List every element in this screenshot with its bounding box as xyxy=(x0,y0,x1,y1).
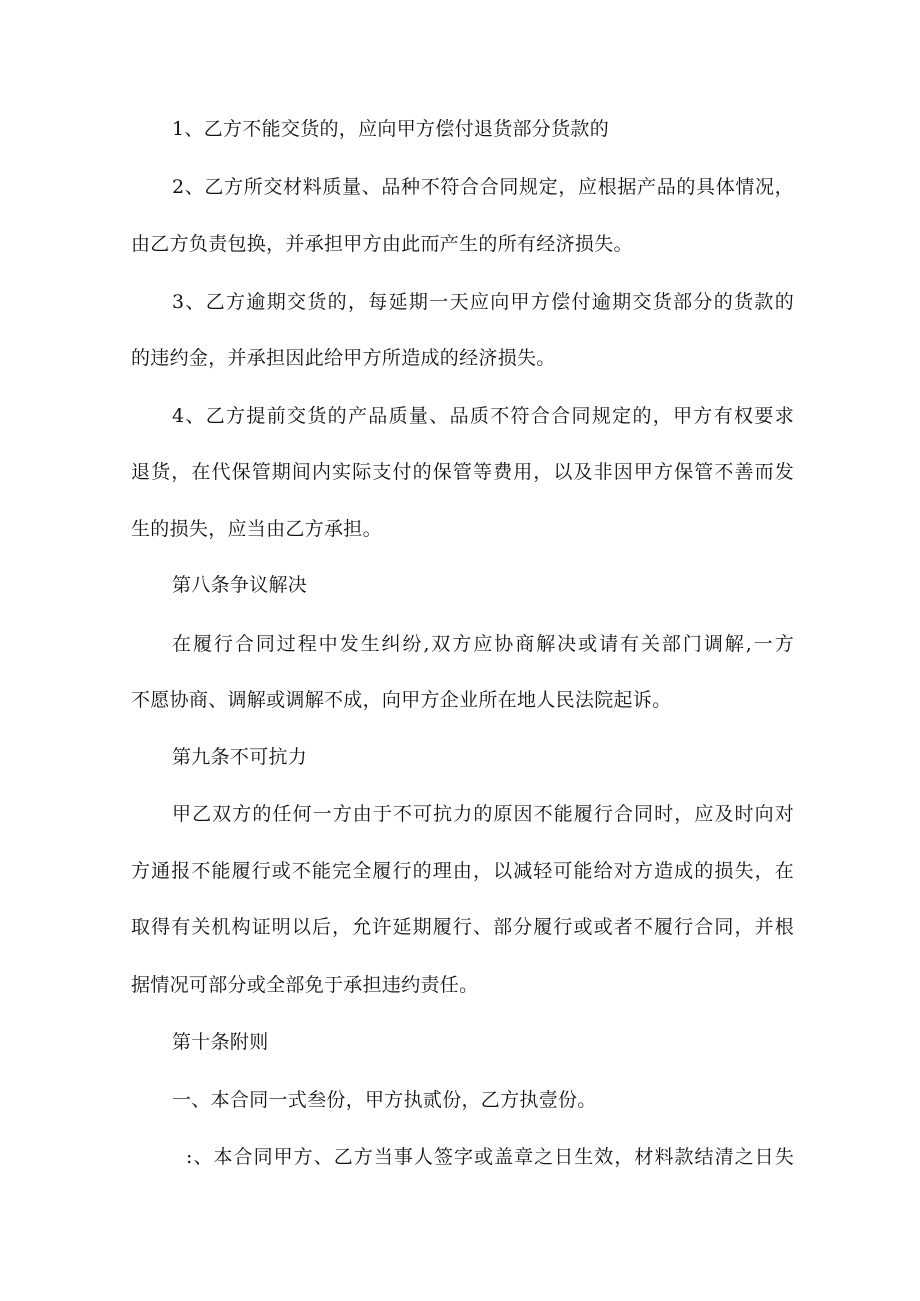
article-9-title: 第九条不可抗力 xyxy=(172,746,308,768)
clause-4-line-2: 退货，在代保管期间内实际支付的保管等费用，以及非因甲方保管不善而发 xyxy=(131,461,794,483)
clause-2-line-1: 2、乙方所交材料质量、品种不符合合同规定，应根据产品的具体情况， xyxy=(172,176,794,198)
clause-1-line-1: 1、乙方不能交货的，应向甲方偿付退货部分货款的 xyxy=(172,118,609,140)
clause-2-line-2: 由乙方负责包换，并承担甲方由此而产生的所有经济损失。 xyxy=(131,233,633,255)
article-9-line-1: 甲乙双方的任何一方由于不可抗力的原因不能履行合同时，应及时向对 xyxy=(172,803,794,825)
article-8-line-2: 不愿协商、调解或调解不成，向甲方企业所在地人民法院起诉。 xyxy=(131,689,672,711)
article-8-line-1: 在履行合同过程中发生纠纷,双方应协商解决或请有关部门调解,一方 xyxy=(172,633,794,655)
clause-4-line-1: 4、乙方提前交货的产品质量、品质不符合合同规定的，甲方有权要求 xyxy=(172,405,794,427)
clause-3-line-1: 3、乙方逾期交货的，每延期一天应向甲方偿付逾期交货部分的货款的 xyxy=(172,291,794,313)
article-10-title: 第十条附则 xyxy=(172,1031,269,1053)
article-9-line-4: 据情况可部分或全部免于承担违约责任。 xyxy=(131,974,479,996)
article-8-title: 第八条争议解决 xyxy=(172,574,308,596)
article-10-item-1: 一、本合同一式叁份，甲方执贰份，乙方执壹份。 xyxy=(172,1089,597,1111)
article-10-item-2: :、本合同甲方、乙方当事人签字或盖章之日生效，材料款结清之日失 xyxy=(186,1146,794,1168)
clause-4-line-3: 生的损失，应当由乙方承担。 xyxy=(131,518,382,540)
article-9-line-3: 取得有关机构证明以后，允许延期履行、部分履行或或者不履行合同，并根 xyxy=(131,916,794,938)
clause-3-line-2: 的违约金，并承担因此给甲方所造成的经济损失。 xyxy=(131,347,556,369)
article-9-line-2: 方通报不能履行或不能完全履行的理由，以减轻可能给对方造成的损失，在 xyxy=(131,860,794,882)
